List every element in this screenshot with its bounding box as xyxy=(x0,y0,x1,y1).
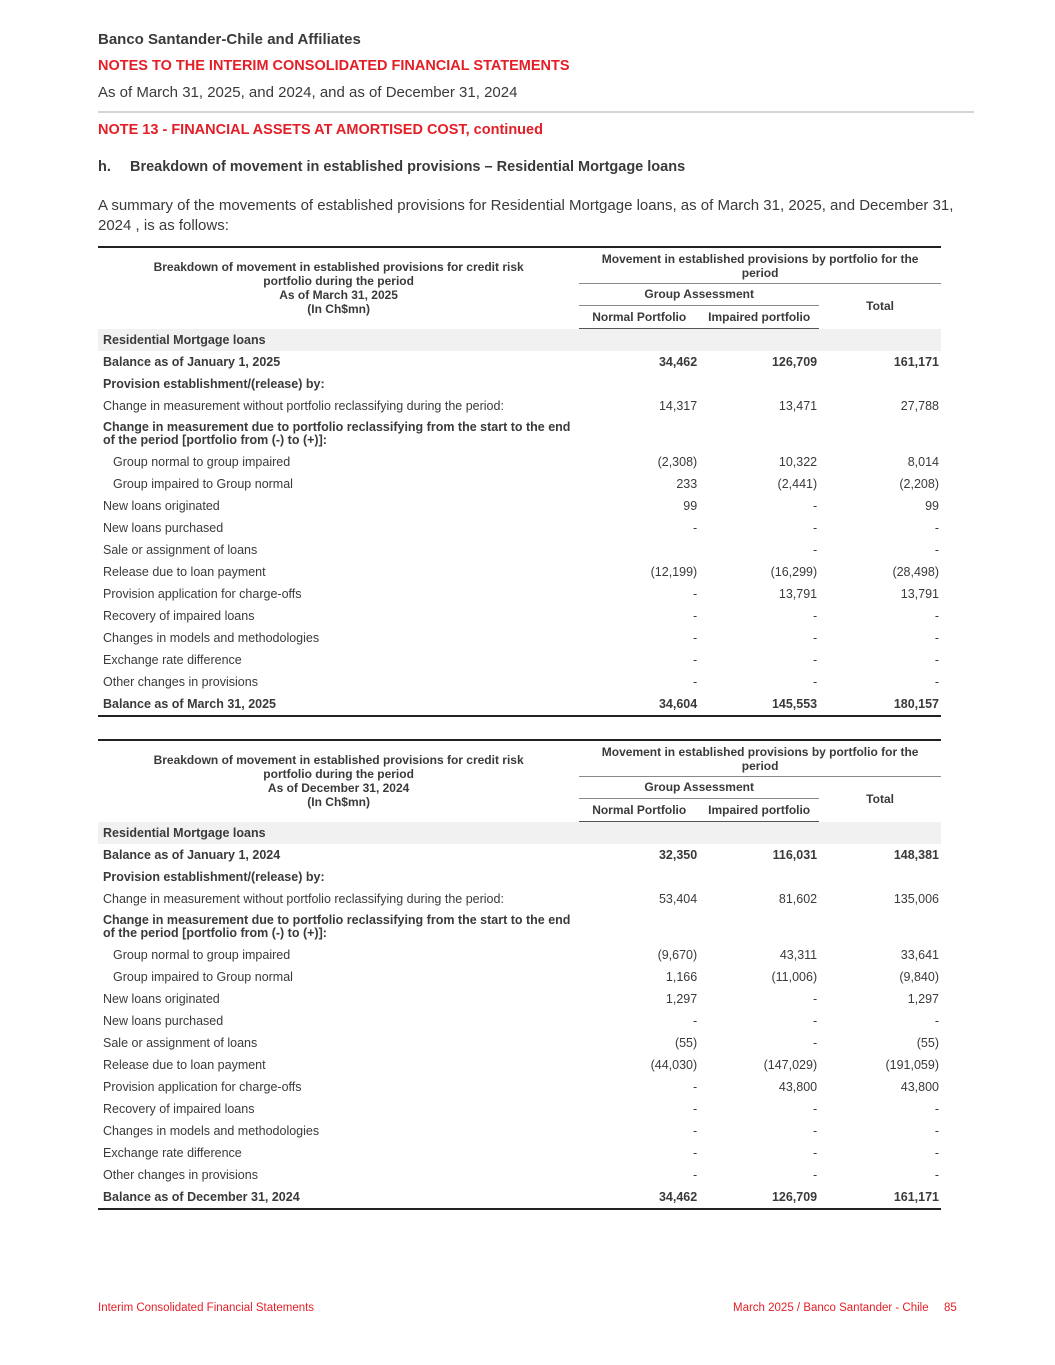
table-row xyxy=(98,988,941,1010)
row-label: Change in measurement without portfolio reclassifying during the period: xyxy=(103,892,504,906)
summary-paragraph: A summary of the movements of established provisions for Residential Mortgage loans, as of March 31, 2025, and December 31, 2024 , is as follows: xyxy=(98,197,954,234)
table-row xyxy=(98,693,941,716)
row-label: Change in measurement due to portfolio reclassifying from the start to the end of the period [portfolio from (-) to (+)]: xyxy=(103,420,571,447)
total-header: Total xyxy=(866,299,894,314)
table-row xyxy=(98,966,941,988)
impaired-value: 43,800 xyxy=(778,1080,818,1094)
desc-line-3: As of March 31, 2025 xyxy=(279,288,398,303)
row-label: Exchange rate difference xyxy=(103,1146,242,1160)
table-row xyxy=(98,583,941,605)
normal-value: 1,297 xyxy=(665,992,698,1006)
desc-line-4: (In Ch$mn) xyxy=(307,302,370,317)
impaired-value: 13,471 xyxy=(778,399,818,413)
normal-value: 99 xyxy=(683,499,698,513)
impaired-value: - xyxy=(812,521,818,535)
row-label: Provision application for charge-offs xyxy=(103,587,302,601)
table-row xyxy=(98,1186,941,1209)
normal-value xyxy=(579,539,699,561)
total-value: (2,208) xyxy=(899,477,939,491)
normal-value xyxy=(579,866,699,888)
total-value: - xyxy=(934,631,939,645)
row-label: Changes in models and methodologies xyxy=(103,1124,320,1138)
normal-value: (9,670) xyxy=(657,948,698,962)
impaired-value: - xyxy=(812,1014,818,1028)
row-label: Release due to loan payment xyxy=(103,565,266,579)
section-row xyxy=(98,329,941,352)
table-row xyxy=(98,1032,941,1054)
row-label: Change in measurement without portfolio reclassifying during the period: xyxy=(103,399,504,413)
impaired-value: - xyxy=(812,1146,818,1160)
total-value: - xyxy=(934,1102,939,1116)
total-value: (55) xyxy=(916,1036,939,1050)
row-label: Change in measurement due to portfolio reclassifying from the start to the end of the period [portfolio from (-) to (+)]: xyxy=(103,913,571,940)
impaired-value: - xyxy=(812,653,818,667)
normal-value: (55) xyxy=(674,1036,698,1050)
row-label: New loans purchased xyxy=(103,521,224,535)
total-value: 43,800 xyxy=(900,1080,939,1094)
table-row xyxy=(98,395,941,417)
section-label: Residential Mortgage loans xyxy=(98,822,941,845)
table-description-header xyxy=(98,247,579,329)
table-row xyxy=(98,351,941,373)
total-value: (191,059) xyxy=(885,1058,939,1072)
normal-value: - xyxy=(693,1014,698,1028)
section-heading xyxy=(98,159,685,175)
impaired-value: - xyxy=(812,1124,818,1138)
table-row xyxy=(98,417,941,451)
company-name: Banco Santander-Chile and Affiliates xyxy=(98,31,361,48)
total-value: - xyxy=(934,521,939,535)
total-value xyxy=(819,373,941,395)
section-title: Breakdown of movement in established provisions – Residential Mortgage loans xyxy=(130,159,686,175)
total-value: 13,791 xyxy=(900,587,939,601)
table-row xyxy=(98,944,941,966)
row-label: Recovery of impaired loans xyxy=(103,609,255,623)
movement-header xyxy=(579,247,941,284)
impaired-value: 126,709 xyxy=(771,355,818,369)
total-value: - xyxy=(934,675,939,689)
normal-value: (2,308) xyxy=(657,455,698,469)
total-value: - xyxy=(934,1168,939,1182)
total-value: - xyxy=(934,609,939,623)
notes-title: NOTES TO THE INTERIM CONSOLIDATED FINANCIAL STATEMENTS xyxy=(98,58,570,74)
impaired-value xyxy=(699,910,819,944)
total-value: 27,788 xyxy=(900,399,939,413)
impaired-value: 126,709 xyxy=(771,1190,818,1204)
table-row xyxy=(98,473,941,495)
movement-header-line-1: Movement in established provisions by portfolio for the xyxy=(601,252,919,266)
table-row xyxy=(98,866,941,888)
table-row xyxy=(98,1098,941,1120)
row-label: New loans originated xyxy=(103,992,220,1006)
table-row xyxy=(98,888,941,910)
row-label: Balance as of January 1, 2024 xyxy=(103,848,281,862)
impaired-value xyxy=(699,373,819,395)
normal-value: 1,166 xyxy=(665,970,698,984)
normal-value: - xyxy=(693,609,698,623)
desc-line-3: As of December 31, 2024 xyxy=(267,781,410,796)
normal-value: - xyxy=(693,587,698,601)
note-title: NOTE 13 - FINANCIAL ASSETS AT AMORTISED COST, continued xyxy=(98,122,543,138)
total-value xyxy=(819,417,941,451)
impaired-value: - xyxy=(812,675,818,689)
total-value: 148,381 xyxy=(893,848,939,862)
impaired-value: (2,441) xyxy=(777,477,818,491)
section-row xyxy=(98,822,941,845)
impaired-portfolio-header: Impaired portfolio xyxy=(699,799,819,822)
table-row xyxy=(98,561,941,583)
row-label: Provision establishment/(release) by: xyxy=(103,870,325,884)
row-label: Balance as of December 31, 2024 xyxy=(103,1190,300,1204)
movement-header xyxy=(579,740,941,777)
impaired-value: - xyxy=(812,499,818,513)
total-header: Total xyxy=(866,792,894,807)
total-value: 1,297 xyxy=(907,992,939,1006)
normal-value: - xyxy=(693,675,698,689)
total-value: 8,014 xyxy=(907,455,939,469)
normal-value: 32,350 xyxy=(658,848,698,862)
desc-line-1: Breakdown of movement in established provisions for credit risk xyxy=(153,753,524,768)
table-row xyxy=(98,627,941,649)
total-value: (28,498) xyxy=(892,565,939,579)
total-value: 135,006 xyxy=(893,892,939,906)
impaired-value: - xyxy=(812,1102,818,1116)
table-row xyxy=(98,671,941,693)
as-of-dates: As of March 31, 2025, and 2024, and as of December 31, 2024 xyxy=(98,84,518,101)
impaired-value: - xyxy=(812,631,818,645)
impaired-value: 10,322 xyxy=(778,455,818,469)
row-label: Sale or assignment of loans xyxy=(103,543,258,557)
impaired-value: - xyxy=(812,1168,818,1182)
normal-value: 34,462 xyxy=(658,355,698,369)
impaired-portfolio-header: Impaired portfolio xyxy=(699,306,819,329)
table-row xyxy=(98,844,941,866)
table-row xyxy=(98,1120,941,1142)
normal-value: - xyxy=(693,521,698,535)
movement-header-line-2: period xyxy=(741,759,779,773)
row-label: Sale or assignment of loans xyxy=(103,1036,258,1050)
impaired-value: (147,029) xyxy=(763,1058,818,1072)
normal-value: 34,604 xyxy=(658,697,698,711)
table-row xyxy=(98,451,941,473)
desc-line-4: (In Ch$mn) xyxy=(307,795,370,810)
desc-line-2: portfolio during the period xyxy=(263,274,414,289)
table-row xyxy=(98,649,941,671)
page-number: 85 xyxy=(944,1302,957,1314)
total-value: - xyxy=(934,653,939,667)
normal-value: - xyxy=(693,1102,698,1116)
table-row xyxy=(98,373,941,395)
table-row xyxy=(98,910,941,944)
total-value: - xyxy=(934,1146,939,1160)
table-row xyxy=(98,1054,941,1076)
table-row xyxy=(98,1164,941,1186)
row-label: Other changes in provisions xyxy=(103,675,258,689)
total-value xyxy=(819,910,941,944)
impaired-value: 116,031 xyxy=(772,848,818,862)
normal-value: (12,199) xyxy=(650,565,698,579)
total-value: 33,641 xyxy=(900,948,939,962)
normal-value xyxy=(579,910,699,944)
total-value: - xyxy=(934,1014,939,1028)
row-label: Changes in models and methodologies xyxy=(103,631,320,645)
normal-value: - xyxy=(693,1146,698,1160)
row-label: Group impaired to Group normal xyxy=(113,477,293,491)
total-value: - xyxy=(934,543,939,557)
normal-value: 53,404 xyxy=(658,892,698,906)
row-label: New loans purchased xyxy=(103,1014,224,1028)
row-label: New loans originated xyxy=(103,499,220,513)
impaired-value: - xyxy=(812,543,818,557)
movement-header-line-1: Movement in established provisions by portfolio for the xyxy=(601,745,919,759)
impaired-value: 145,553 xyxy=(771,697,818,711)
normal-value: - xyxy=(693,653,698,667)
desc-line-2: portfolio during the period xyxy=(263,767,414,782)
group-assessment-header: Group Assessment xyxy=(579,284,819,306)
total-value: - xyxy=(934,1124,939,1138)
group-assessment-header: Group Assessment xyxy=(579,777,819,799)
normal-portfolio-header: Normal Portfolio xyxy=(579,306,699,329)
row-label: Group impaired to Group normal xyxy=(113,970,293,984)
normal-value: - xyxy=(693,1124,698,1138)
row-label: Provision application for charge-offs xyxy=(103,1080,302,1094)
normal-portfolio-header: Normal Portfolio xyxy=(579,799,699,822)
row-label: Provision establishment/(release) by: xyxy=(103,377,325,391)
table-row xyxy=(98,605,941,627)
total-value: 161,171 xyxy=(893,1190,939,1204)
row-label: Release due to loan payment xyxy=(103,1058,266,1072)
normal-value: 34,462 xyxy=(658,1190,698,1204)
total-value: 180,157 xyxy=(893,697,939,711)
normal-value xyxy=(579,373,699,395)
normal-value: - xyxy=(693,631,698,645)
table-description-header xyxy=(98,740,579,822)
total-value: 99 xyxy=(925,499,939,513)
impaired-value: 13,791 xyxy=(778,587,818,601)
impaired-value: (16,299) xyxy=(770,565,818,579)
table-row xyxy=(98,1142,941,1164)
impaired-value xyxy=(699,417,819,451)
normal-value: (44,030) xyxy=(650,1058,698,1072)
normal-value: - xyxy=(693,1080,698,1094)
row-label: Balance as of January 1, 2025 xyxy=(103,355,281,369)
section-letter: h. xyxy=(98,159,111,175)
table-row xyxy=(98,517,941,539)
provisions-table-2024 xyxy=(98,739,941,1210)
row-label: Balance as of March 31, 2025 xyxy=(103,697,277,711)
normal-value: 233 xyxy=(676,477,698,491)
total-value xyxy=(819,866,941,888)
impaired-value: - xyxy=(812,1036,818,1050)
provisions-table-2025 xyxy=(98,246,941,717)
table-row xyxy=(98,539,941,561)
impaired-value: - xyxy=(812,992,818,1006)
total-value: (9,840) xyxy=(899,970,939,984)
row-label: Recovery of impaired loans xyxy=(103,1102,255,1116)
row-label: Group normal to group impaired xyxy=(113,948,291,962)
section-label: Residential Mortgage loans xyxy=(98,329,941,352)
desc-line-1: Breakdown of movement in established provisions for credit risk xyxy=(153,260,524,275)
normal-value: 14,317 xyxy=(658,399,698,413)
impaired-value: (11,006) xyxy=(771,970,818,984)
table-row xyxy=(98,1010,941,1032)
impaired-value xyxy=(699,866,819,888)
total-value: 161,171 xyxy=(893,355,939,369)
normal-value xyxy=(579,417,699,451)
table-row xyxy=(98,1076,941,1098)
table-row xyxy=(98,495,941,517)
row-label: Exchange rate difference xyxy=(103,653,242,667)
footer-left: Interim Consolidated Financial Statements xyxy=(98,1302,315,1314)
footer-right: March 2025 / Banco Santander - Chile xyxy=(733,1302,929,1314)
movement-header-line-2: period xyxy=(741,266,779,280)
impaired-value: 81,602 xyxy=(778,892,818,906)
impaired-value: - xyxy=(812,609,818,623)
row-label: Other changes in provisions xyxy=(103,1168,258,1182)
normal-value: - xyxy=(693,1168,698,1182)
row-label: Group normal to group impaired xyxy=(113,455,291,469)
header-divider xyxy=(98,111,974,113)
impaired-value: 43,311 xyxy=(779,948,818,962)
